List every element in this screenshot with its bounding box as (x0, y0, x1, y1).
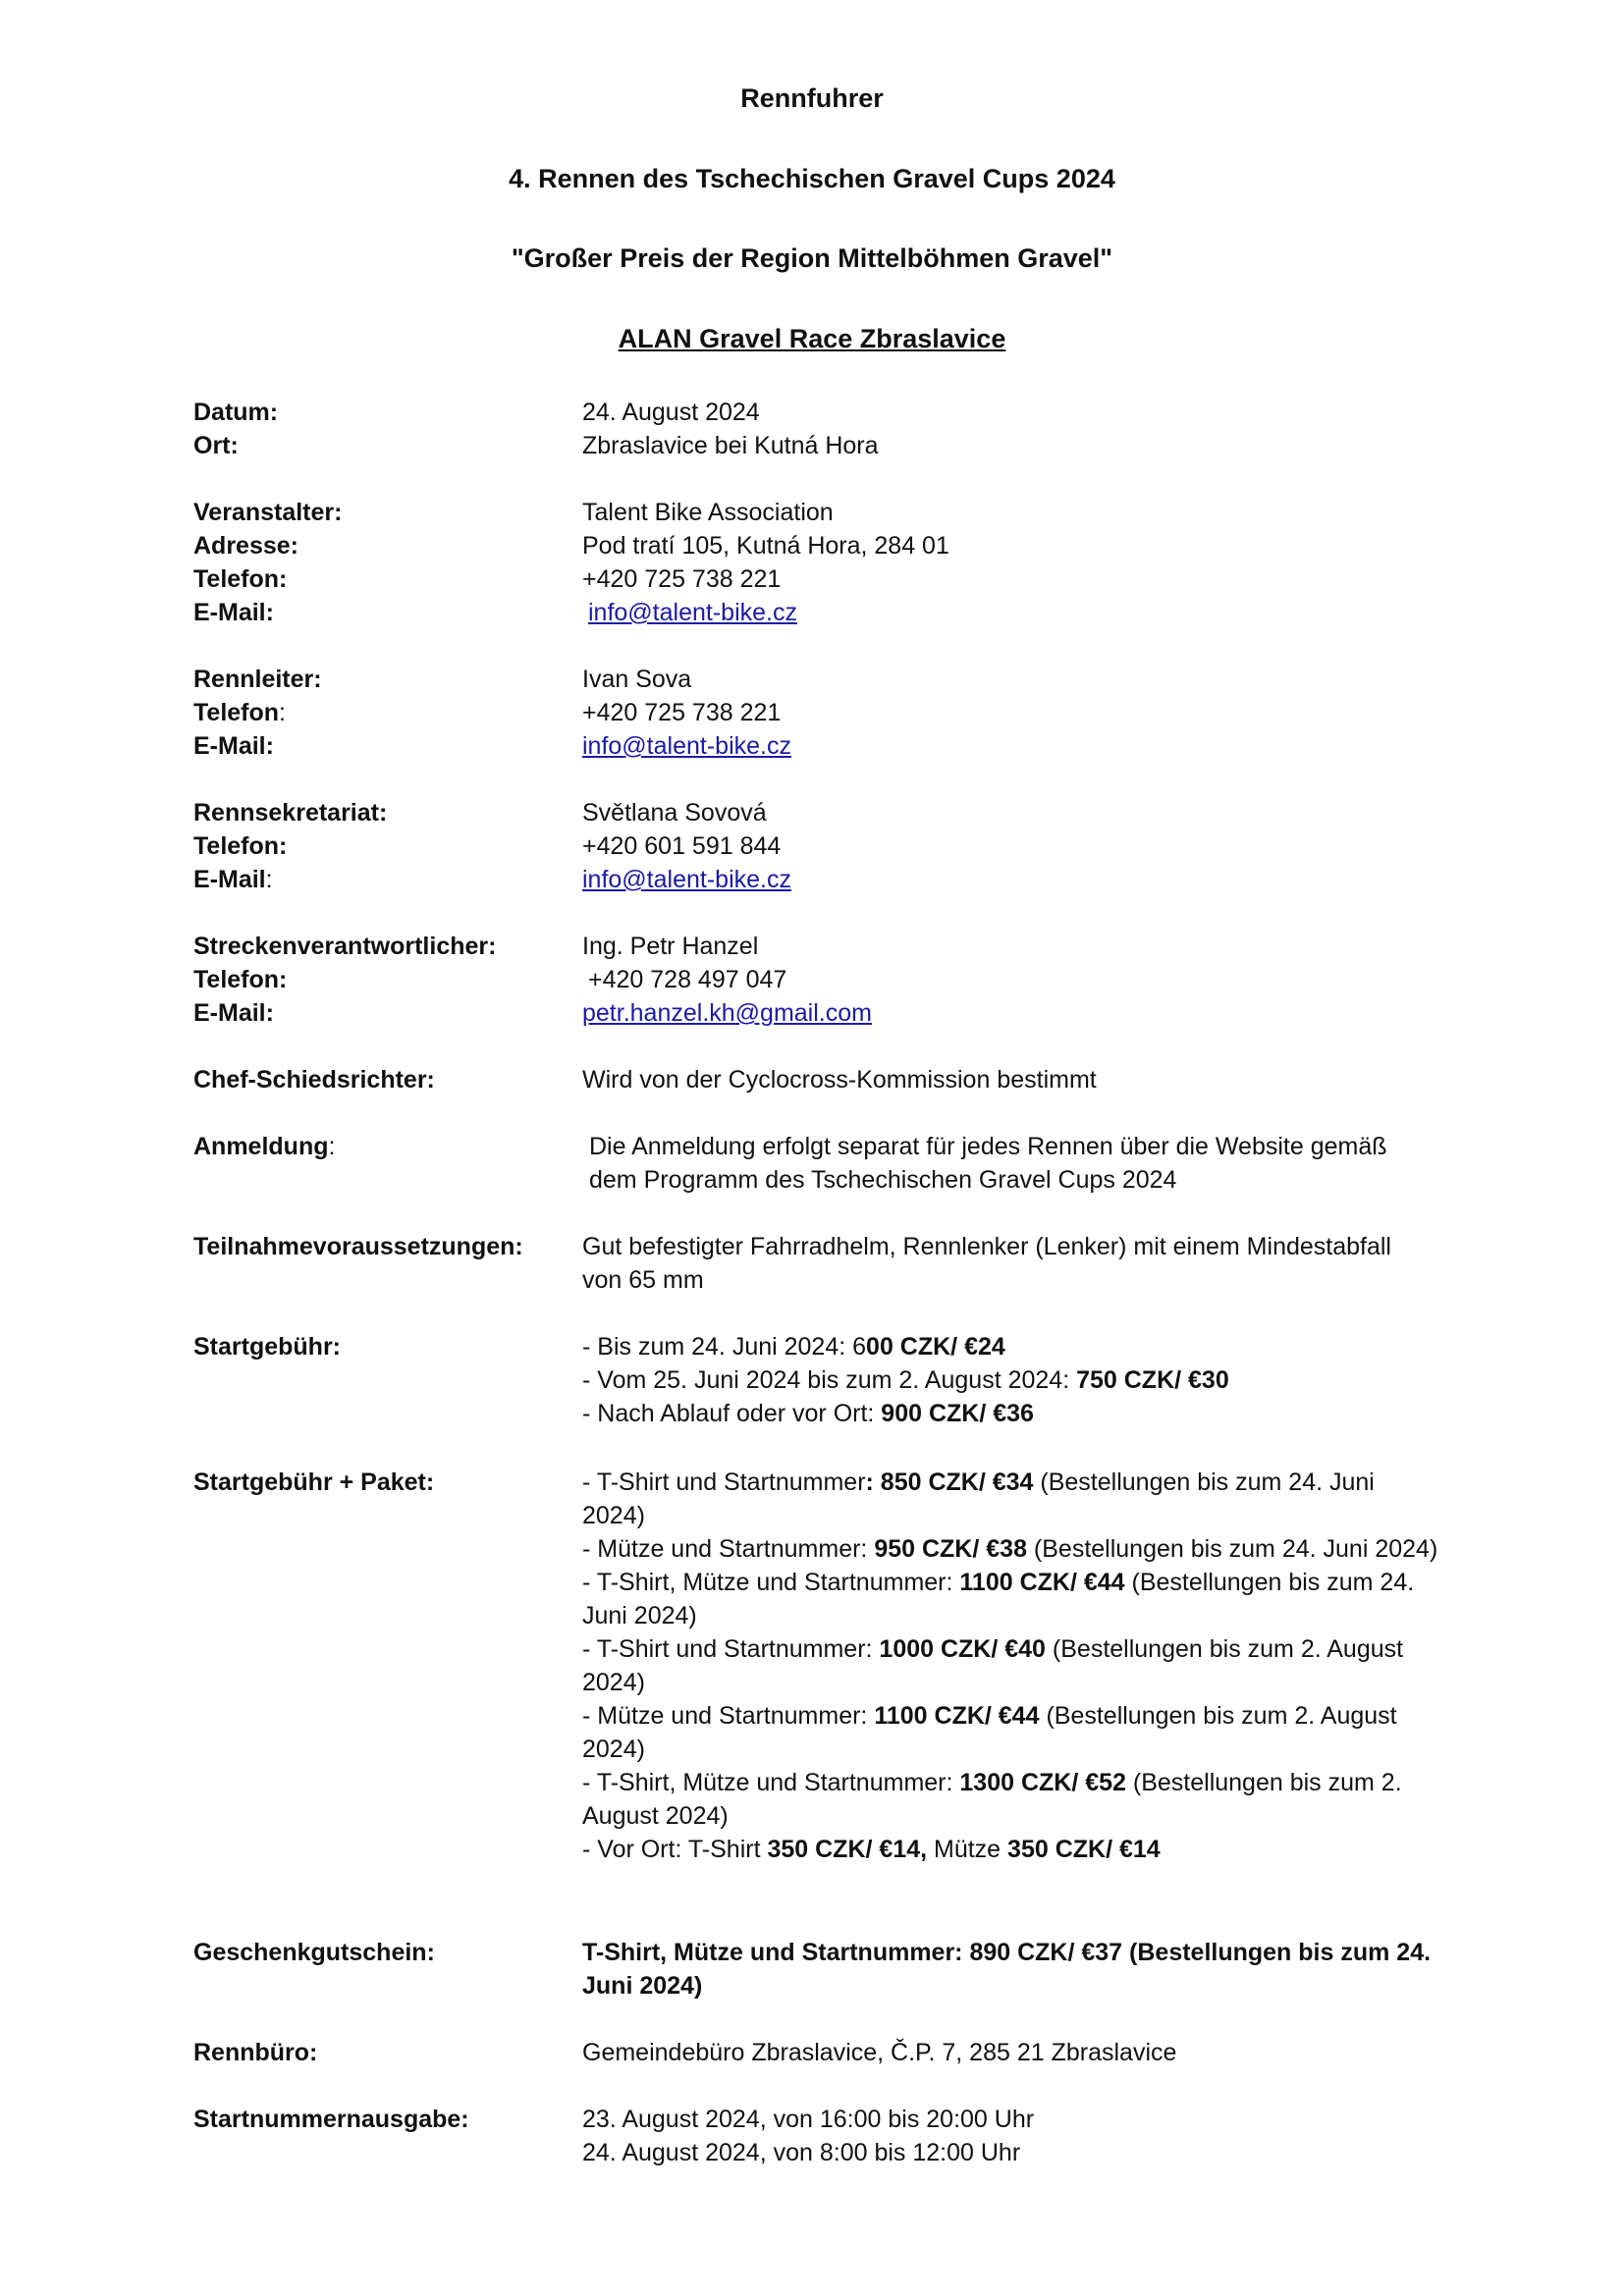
rennsekretariat-telefon-label: Telefon: (193, 832, 288, 860)
ort-value: Zbraslavice bei Kutná Hora (582, 432, 879, 459)
rennsekretariat-email-link[interactable]: info@talent-bike.cz (582, 866, 791, 893)
strecke-email-label: E-Mail: (193, 999, 274, 1027)
gutschein-value: T-Shirt, Mütze und Startnummer: 890 CZK/ €37 (Bestellungen bis zum 24. Juni 2024) (582, 1939, 1432, 2000)
rennsekretariat-email-label-text: E-Mail (193, 866, 266, 893)
veranstalter-label: Veranstalter: (193, 499, 343, 526)
startgebuehr-line-2 (582, 1363, 1446, 1397)
doc-title: Rennfuhrer (740, 83, 884, 113)
race-name-title: ALAN Gravel Race Zbraslavice (618, 324, 1006, 353)
startgebuehr-line-3-text: - Nach Ablauf oder vor Ort: (582, 1400, 882, 1427)
veranstalter-value: Talent Bike Association (582, 499, 834, 526)
rennbuero-label: Rennbüro: (193, 2039, 318, 2066)
paket-item-4-price: 1000 CZK/ €40 (879, 1635, 1046, 1663)
strecke-email-link[interactable]: petr.hanzel.kh@gmail.com (582, 999, 872, 1027)
paket-item-2-price: 950 CZK/ €38 (874, 1535, 1027, 1563)
startgebuehr-line-1 (582, 1330, 1446, 1363)
paket-label: Startgebühr + Paket: (193, 1468, 435, 1496)
paket-item-4 (582, 1632, 1441, 1699)
startnummern-line-1: 23. August 2024, von 16:00 bis 20:00 Uhr (582, 2106, 1035, 2133)
paket-item-1 (582, 1466, 1441, 1532)
paket-item-7-price-shirt: 350 CZK/ €14, (767, 1836, 928, 1863)
paket-item-3-text: - T-Shirt, Mütze und Startnummer: (582, 1569, 960, 1596)
paket-item-3-price: 1100 CZK/ €44 (959, 1569, 1125, 1596)
paket-item-5-text: - Mütze und Startnummer: (582, 1702, 875, 1730)
rennleiter-value: Ivan Sova (582, 666, 692, 693)
strecke-telefon-value: +420 728 497 047 (588, 966, 787, 993)
startnummern-label: Startnummernausgabe: (193, 2106, 469, 2133)
paket-item-4-text: - T-Shirt und Startnummer: (582, 1635, 880, 1663)
rennleiter-label: Rennleiter: (193, 666, 322, 693)
strecke-email-row (582, 996, 1446, 1030)
startgebuehr-list (582, 1330, 1446, 1430)
rennsekretariat-value: Světlana Sovová (582, 799, 767, 827)
strecke-value: Ing. Petr Hanzel (582, 933, 759, 960)
strecke-telefon-label: Telefon: (193, 966, 288, 993)
veranstalter-email-link[interactable]: info@talent-bike.cz (588, 599, 797, 626)
paket-item-3-note: (Bestellungen bis zum 24. Juni 2024) (582, 1569, 1415, 1629)
paket-item-3 (582, 1566, 1441, 1632)
paket-item-6-price: 1300 CZK/ €52 (959, 1769, 1126, 1796)
grand-prix-title: "Großer Preis der Region Mittelböhmen Gravel" (511, 243, 1113, 273)
paket-item-4-note: (Bestellungen bis zum 2. August 2024) (582, 1635, 1404, 1696)
rennsekretariat-telefon-value: +420 601 591 844 (582, 832, 782, 860)
anmeldung-label-text: Anmeldung (193, 1133, 329, 1160)
gutschein-label: Geschenkgutschein: (193, 1939, 435, 1966)
paket-item-1-price: : 850 CZK/ €34 (865, 1468, 1034, 1496)
paket-item-7-cap: Mütze (927, 1836, 1008, 1863)
startgebuehr-line-2-text: - Vom 25. Juni 2024 bis zum 2. August 2024: (582, 1366, 1077, 1394)
teilnahme-value: Gut befestigter Fahrradhelm, Rennlenker (Lenker) mit einem Mindestabfall von 65 mm (582, 1233, 1391, 1294)
rennsekretariat-email-label: E-Mail: (193, 866, 273, 893)
rennsekretariat-label: Rennsekretariat: (193, 799, 388, 827)
paket-item-5 (582, 1699, 1441, 1766)
paket-item-1-text: - T-Shirt und Startnummer (582, 1468, 866, 1496)
race-number-title: 4. Rennen des Tschechischen Gravel Cups 2024 (509, 164, 1115, 193)
paket-list (582, 1466, 1441, 1866)
rennleiter-email-row (582, 729, 1446, 763)
rennsekretariat-email-row (582, 863, 1446, 896)
startgebuehr-line-1-text: - Bis zum 24. Juni 2024: 6 (582, 1333, 867, 1361)
schiedsrichter-value: Wird von der Cyclocross-Kommission bestimmt (582, 1066, 1097, 1094)
paket-item-2-note: (Bestellungen bis zum 24. Juni 2024) (1026, 1535, 1438, 1563)
schiedsrichter-label: Chef-Schiedsrichter: (193, 1066, 435, 1094)
rennleiter-telefon-label: Telefon: (193, 699, 286, 726)
paket-item-5-note: (Bestellungen bis zum 2. August 2024) (582, 1702, 1397, 1763)
veranstalter-telefon-label: Telefon: (193, 565, 288, 593)
paket-item-6-text: - T-Shirt, Mütze und Startnummer: (582, 1769, 960, 1796)
startnummern-line-2: 24. August 2024, von 8:00 bis 12:00 Uhr (582, 2139, 1021, 2166)
startnummern-list (582, 2103, 1446, 2169)
adresse-label: Adresse: (193, 532, 298, 560)
rennleiter-telefon-label-text: Telefon (193, 699, 280, 726)
paket-item-7-text: - Vor Ort: T-Shirt (582, 1836, 768, 1863)
veranstalter-email-row (588, 596, 1452, 629)
paket-item-6 (582, 1766, 1441, 1833)
ort-label: Ort: (193, 432, 239, 459)
datum-label: Datum: (193, 399, 279, 426)
paket-item-2 (582, 1532, 1441, 1566)
anmeldung-value: Die Anmeldung erfolgt separat für jedes Rennen über die Website gemäß dem Programm des Tschechischen Gravel Cups 2024 (589, 1133, 1387, 1194)
startgebuehr-line-2-price: 750 CZK/ €30 (1076, 1366, 1229, 1394)
strecke-label: Streckenverantwortlicher: (193, 933, 497, 960)
paket-item-6-note: (Bestellungen bis zum 2. August 2024) (582, 1769, 1402, 1830)
rennleiter-email-link[interactable]: info@talent-bike.cz (582, 732, 791, 760)
paket-item-2-text: - Mütze und Startnummer: (582, 1535, 875, 1563)
paket-item-7 (582, 1833, 1441, 1866)
startgebuehr-label: Startgebühr: (193, 1333, 341, 1361)
startgebuehr-line-3 (582, 1397, 1446, 1430)
adresse-value: Pod tratí 105, Kutná Hora, 284 01 (582, 532, 949, 560)
startgebuehr-line-1-price: 00 CZK/ €24 (866, 1333, 1005, 1361)
paket-item-7-price-cap: 350 CZK/ €14 (1007, 1836, 1161, 1863)
paket-item-1-note: (Bestellungen bis zum 24. Juni 2024) (582, 1468, 1375, 1529)
veranstalter-telefon-value: +420 725 738 221 (582, 565, 782, 593)
anmeldung-label: Anmeldung: (193, 1133, 336, 1160)
datum-value: 24. August 2024 (582, 399, 760, 426)
rennleiter-email-label: E-Mail: (193, 732, 274, 760)
veranstalter-email-label: E-Mail: (193, 599, 274, 626)
paket-item-5-price: 1100 CZK/ €44 (874, 1702, 1040, 1730)
teilnahme-label: Teilnahmevoraussetzungen: (193, 1233, 523, 1260)
rennleiter-telefon-value: +420 725 738 221 (582, 699, 782, 726)
rennbuero-value: Gemeindebüro Zbraslavice, Č.P. 7, 285 21 Zbraslavice (582, 2039, 1177, 2066)
startgebuehr-line-3-price: 900 CZK/ €36 (881, 1400, 1034, 1427)
